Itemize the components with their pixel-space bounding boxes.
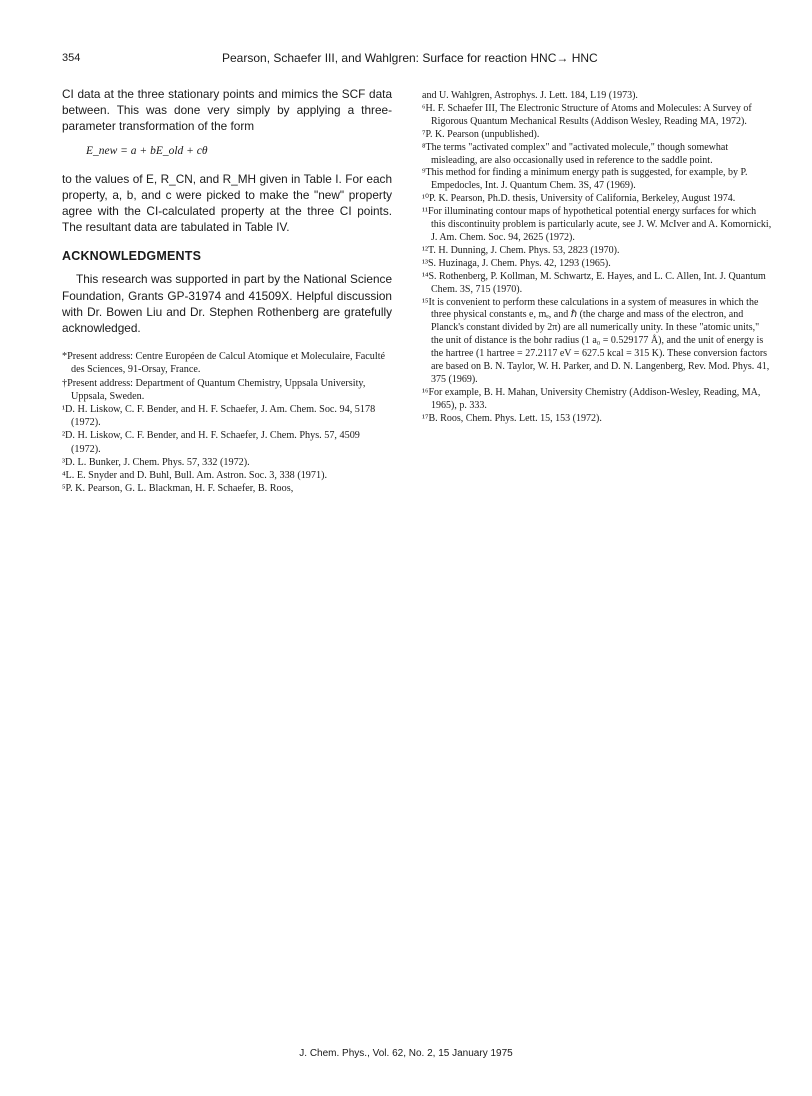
equation: E_new = a + bE_old + cθ <box>86 144 208 157</box>
body-paragraph-1: CI data at the three stationary points and mimics the SCF data between. This was done very simply by applying a three-parameter transformation of the form <box>62 87 392 134</box>
footnote: ¹⁷B. Roos, Chem. Phys. Lett. 15, 153 (1972). <box>422 412 602 424</box>
footnote-list <box>62 350 392 495</box>
footnote: ¹¹For illuminating contour maps of hypothetical potential energy surfaces for which this discontinuity problem is particularly acute, see J. W. McIver and A. Komornicki, J. Am. Chem. Soc. 94, 2625 (1972). <box>422 206 772 243</box>
running-title: Pearson, Schaefer III, and Wahlgren: Surface for reaction HNC→ HNC <box>222 51 598 65</box>
footnote: ⁴L. E. Snyder and D. Buhl, Bull. Am. Astron. Soc. 3, 338 (1971). <box>62 470 328 482</box>
footnote: ⁸The terms "activated complex" and "activated molecule," though somewhat misleading, are also occasionally used in reference to the saddle point. <box>422 141 729 166</box>
footnote: ¹⁶For example, B. H. Mahan, University Chemistry (Addison-Wesley, Reading, MA, 1965), p. 333. <box>422 386 761 411</box>
acknowledgments-text: This research was supported in part by the National Science Foundation, Grants GP-31974 and 41509X. Helpful discussion with Dr. Bowen Liu and Dr. Stephen Rothenberg are gratefully acknowledged. <box>62 272 392 336</box>
footnote: ⁶H. F. Schaefer III, The Electronic Structure of Atoms and Molecules: A Survey of Rigorous Quantum Mechanical Results (Addison Wesley, Reading MA, 1972). <box>422 102 752 127</box>
footnote: ¹⁵It is convenient to perform these calculations in a system of measures in which the three physical constants e, mₑ, and ℏ (the charge and mass of the electron, and Planck's constant divided by 2π) are all numerically unity. In these "atomic units," the unit of distance is the bohr radius (1 a₀ = 0.529177 Å), and the unit of energy is the hartree (1 hartree = 27.2117 eV = 627.5 kcal = 315 K). These conversion factors are based on B. N. Taylor, W. H. Parker, and D. N. Langenberg, Rev. Mod. Phys. 41, 375 (1969). <box>422 296 770 385</box>
footnote: ⁹This method for finding a minimum energy path is suggested, for example, by P. Empedocles, Int. J. Quantum Chem. 3S, 47 (1969). <box>422 167 748 192</box>
footnote: ³D. L. Bunker, J. Chem. Phys. 57, 332 (1972). <box>62 456 250 468</box>
body-paragraph-2: to the values of E, R_CN, and R_MH given in Table I. For each property, a, b, and c were picked to make the "new" property agree with the CI-calculated property at the three CI points. The resultant data are tabulated in Table IV. <box>62 171 392 235</box>
page-number: 354 <box>62 52 81 64</box>
footnote: ¹D. H. Liskow, C. F. Bender, and H. F. Schaefer, J. Am. Chem. Soc. 94, 5178 (1972). <box>62 404 376 429</box>
left-column <box>62 86 392 495</box>
right-column <box>422 90 772 426</box>
footnote: ⁵P. K. Pearson, G. L. Blackman, H. F. Schaefer, B. Roos, <box>62 483 294 495</box>
footnote: ⁷P. K. Pearson (unpublished). <box>422 128 540 140</box>
footnote: ¹⁰P. K. Pearson, Ph.D. thesis, University of California, Berkeley, August 1974. <box>422 193 736 205</box>
footnote: ¹²T. H. Dunning, J. Chem. Phys. 53, 2823 (1970). <box>422 244 620 256</box>
footnote: *Present address: Centre Européen de Calcul Atomique et Moleculaire, Faculté des Sciences, 91-Orsay, France. <box>62 351 386 376</box>
footnote: †Present address: Department of Quantum Chemistry, Uppsala University, Uppsala, Sweden. <box>62 377 366 402</box>
footnote: ¹³S. Huzinaga, J. Chem. Phys. 42, 1293 (1965). <box>422 257 611 269</box>
footnote: ²D. H. Liskow, C. F. Bender, and H. F. Schaefer, J. Chem. Phys. 57, 4509 (1972). <box>62 430 360 455</box>
journal-footer: J. Chem. Phys., Vol. 62, No. 2, 15 January 1975 <box>299 1048 513 1059</box>
footnote: ¹⁴S. Rothenberg, P. Kollman, M. Schwartz, E. Hayes, and L. C. Allen, Int. J. Quantum Chem. 3S, 715 (1970). <box>422 270 766 295</box>
footnote: and U. Wahlgren, Astrophys. J. Lett. 184, L19 (1973). <box>422 90 638 101</box>
section-heading: ACKNOWLEDGMENTS <box>62 249 202 264</box>
